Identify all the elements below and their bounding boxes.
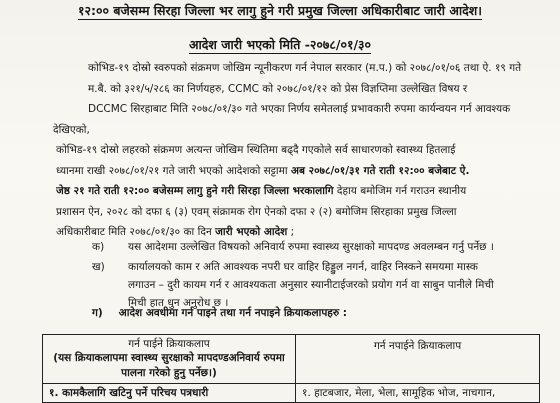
order-paragraph (56, 140, 540, 243)
activities-heading-text: आदेश अवधीमा गर्न पाइने तथा गर्न नपाइने क्रियाकलापहरु : (118, 307, 348, 319)
list-item-line: यस आदेशमा उल्लेखित विषयको अनिवार्य रुपमा स्वास्थ्य सुरक्षाको मापदण्ड अवलम्बन गर्नु पर्नेछ । (128, 241, 494, 253)
list-item-text (128, 258, 538, 312)
list-marker: क) (92, 241, 105, 253)
order-issued-label: जारी भएको आदेश (215, 226, 288, 238)
order-line: कोभिड-१९ दोस्रो लहरको संक्रमण अत्यन्त जोखिम स्थितिमा बढ्दै गएकोले सर्व साधारणको स्वास्थ्य हितलाई (56, 144, 456, 156)
prohibited-column-header: गर्न नपाईने क्रियाकलाप (296, 335, 540, 384)
allowed-column-header-cell (43, 335, 296, 384)
preamble-line: DCCMC सिरहाबाट मिति २०७८/०१/३० गते भएका निर्णय समेतलाई प्रभावकारी रुपमा कार्यन्वयन गर्न आवश्यक (88, 103, 511, 115)
order-line (56, 181, 540, 202)
list-item-line: कार्यालयको काम र अति आवश्यक नपरी घर वाहिर हिड्डुल नगर्न, वाहिर निस्कने समयमा मास्क (128, 261, 478, 273)
order-effective-until: जेष्ठ २१ गते राती १२:०० बजेसम्म लागु हुने गरी सिरहा जिल्ला भरकालागि (56, 185, 334, 197)
order-title (0, 2, 560, 19)
order-line-text: देहाय बमोजिम गर्न गराउन स्थानीय (333, 185, 467, 197)
list-item-line: मिची हात धुन अनुरोध छ । (128, 297, 229, 309)
order-title-text: १२:०० बजेसम्म सिरहा जिल्ला भर लागु हुने गरी प्रमुख जिल्ला अधिकारीबाट जारी आदेश। (78, 3, 482, 18)
order-effective-date: अब २०७८/०१/३१ गते राती १२:०० बजेबाट ऐ. (290, 164, 470, 177)
allowed-column-note: (यस क्रियाकलापमा स्वास्थ्य सुरक्षाको मापदण्डअनिवार्य रुपमा पालना गरेको हुनु पर्नेछ।) (53, 352, 285, 379)
activities-table (42, 334, 540, 403)
order-line (56, 161, 540, 182)
list-marker: ग) (92, 307, 103, 319)
preamble-paragraph (53, 58, 538, 140)
order-line: प्रशासन ऐन, २०२८ को दफा ६ (३) एवम् संक्रामक रोग ऐनको दफा २ (२) बमोजिम सिरहाका प्रमुख जिल्ला (56, 205, 457, 218)
list-marker: ख) (92, 261, 105, 273)
list-item-line: लगाउन – दुरी कायम गर्न र आवश्यकता अनुसार स्यानीटाईजरको प्रयोग गर्न वा साबुन पानीले मिची (128, 279, 494, 291)
order-line-text: ; (287, 226, 295, 238)
table-cell-prohibited: १. हाटबजार, मेला, भेला, सामूहिक भोज, नाचगान, (296, 384, 540, 403)
table-header-row (43, 335, 540, 384)
preamble-line: कोभिड-१९ दोस्रो स्वरुपको संक्रमण जोखिम न्यूनीकरण गर्न नेपाल सरकार (म.प.) को २०७८/०१/०६ तथा ऐ. १९ गते (88, 62, 522, 74)
list-item (92, 238, 532, 258)
activities-heading (92, 306, 347, 320)
preamble-line: देखिएको, (53, 123, 90, 136)
order-line-text: ध्यानमा राखी २०७८/०१/२१ गते जारी भएको आदेशको सट्टामा (56, 164, 291, 177)
order-date-text: आदेश जारी भएको मिति -२०७८/०१/३० (188, 37, 372, 52)
table-cell-allowed: १. कामकैलागि खटिनु पर्ने परिचय पत्रधारी (43, 384, 296, 403)
list-item-text (128, 238, 538, 259)
order-date-heading (0, 36, 560, 53)
allowed-column-header: गर्न पाईने क्रियाकलाप (128, 338, 210, 350)
preamble-line: म.बै. को ३२१/५/२८६ का निर्णयहरु, CCMC को २०७८/०१/१२ को प्रेस विज्ञप्तिमा उल्लेखित विषय र (88, 82, 468, 95)
order-line-text: अधिकारीबाट मिति २०७८/०१/३० का दिन (56, 226, 216, 238)
